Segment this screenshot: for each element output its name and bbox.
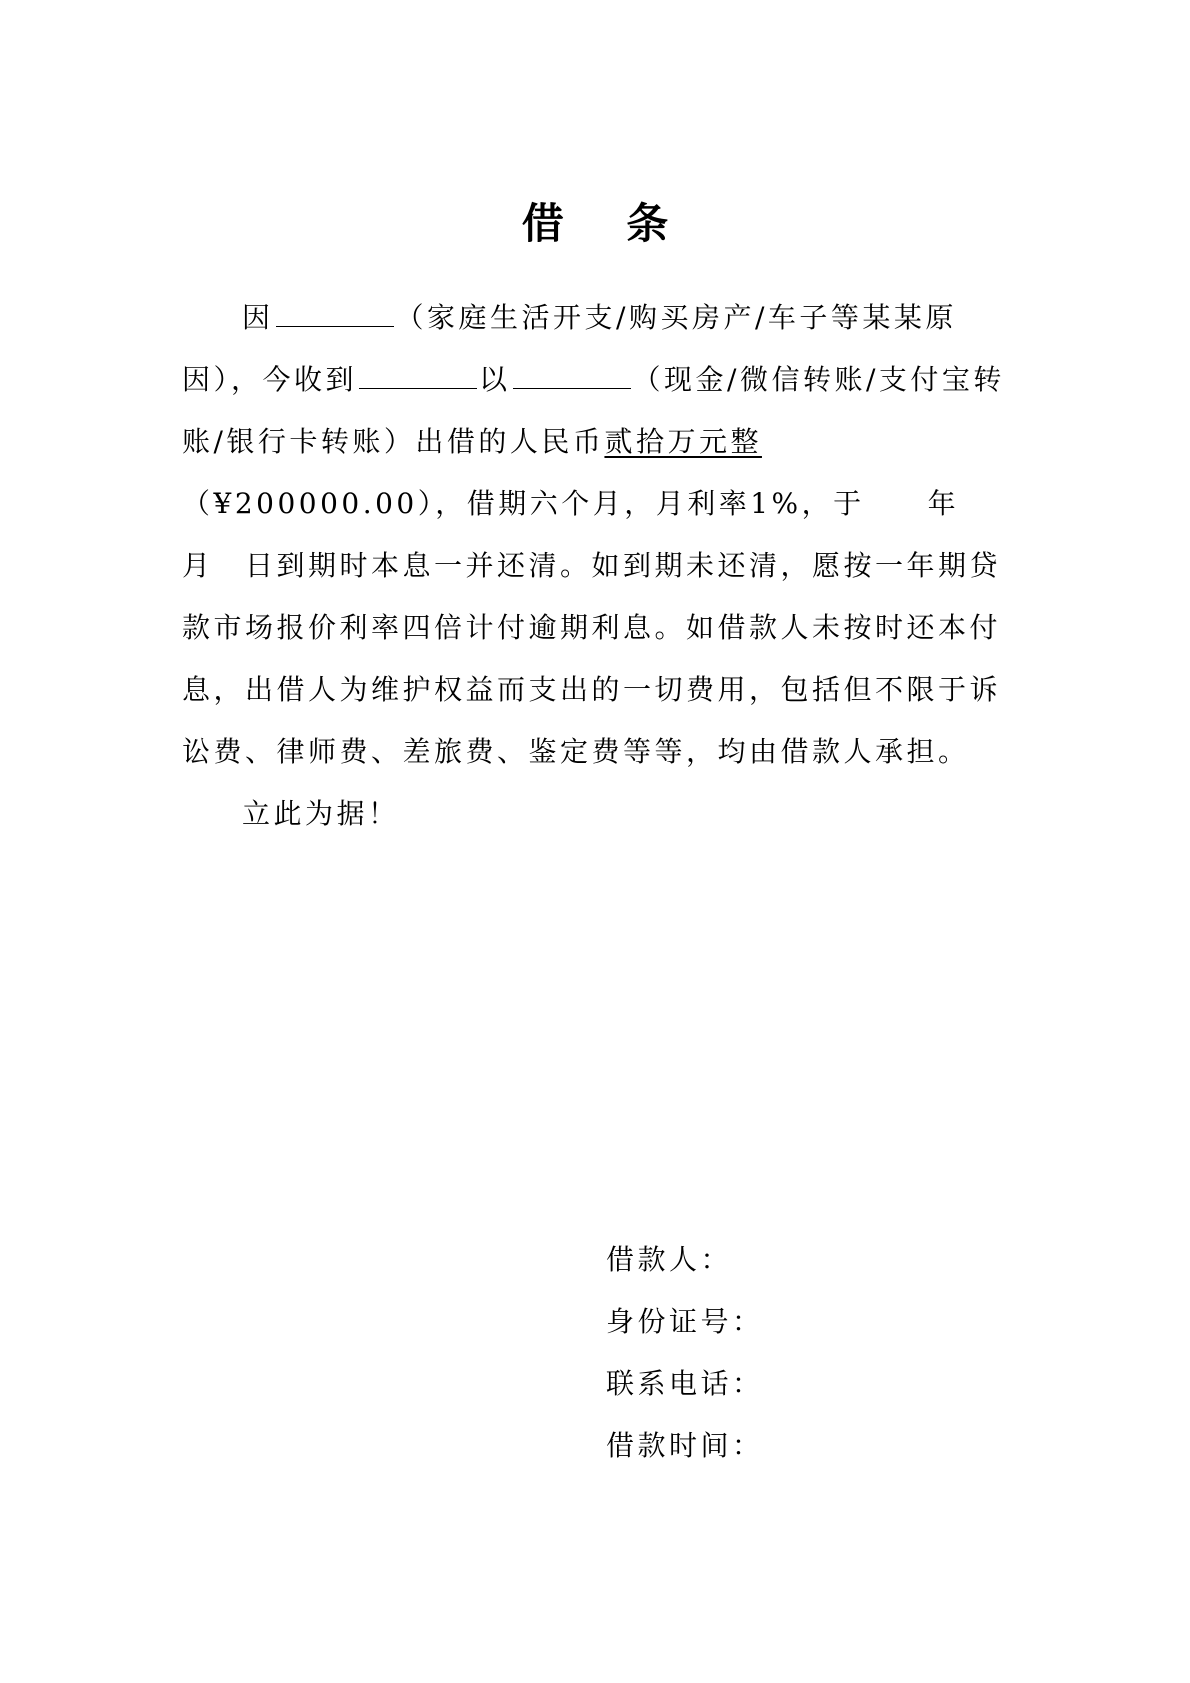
phone-label: 联系电话： [606, 1367, 764, 1400]
page-title: 借 条 [521, 199, 693, 248]
text-reason-options: （家庭生活开支/购买房产/车子等某某原因），今收到 [182, 301, 957, 396]
method-blank[interactable] [513, 358, 631, 389]
text-method-options: （现金/微信转账/支付宝转账/银行卡转账）出借的人民币 [182, 363, 1005, 458]
text-terms: （¥200000.00），借期六个月，月利率1%，于 年 月 日到期时本息一并还清。如到期未还清，愿按一年期贷款市场报价利率四倍计付逾期利息。如借款人未按时还本付息，出借人为维护权益而支出的一切费用，包括但不限于诉讼费、律师费、差旅费、鉴定费等等，均由借款人承担。 [182, 487, 1002, 768]
document-body [182, 287, 1010, 845]
reason-blank[interactable] [276, 296, 394, 327]
text-method-prefix: 以 [479, 363, 511, 396]
borrower-label: 借款人： [606, 1243, 733, 1276]
main-paragraph [182, 287, 1010, 783]
signature-block [606, 1229, 764, 1477]
lender-blank[interactable] [359, 358, 477, 389]
text-reason-prefix: 因 [242, 301, 274, 334]
id-number-label: 身份证号： [606, 1305, 764, 1338]
closing-statement: 立此为据！ [242, 797, 400, 830]
loan-date-label: 借款时间： [606, 1429, 764, 1462]
amount-in-words: 贰拾万元整 [604, 425, 762, 458]
